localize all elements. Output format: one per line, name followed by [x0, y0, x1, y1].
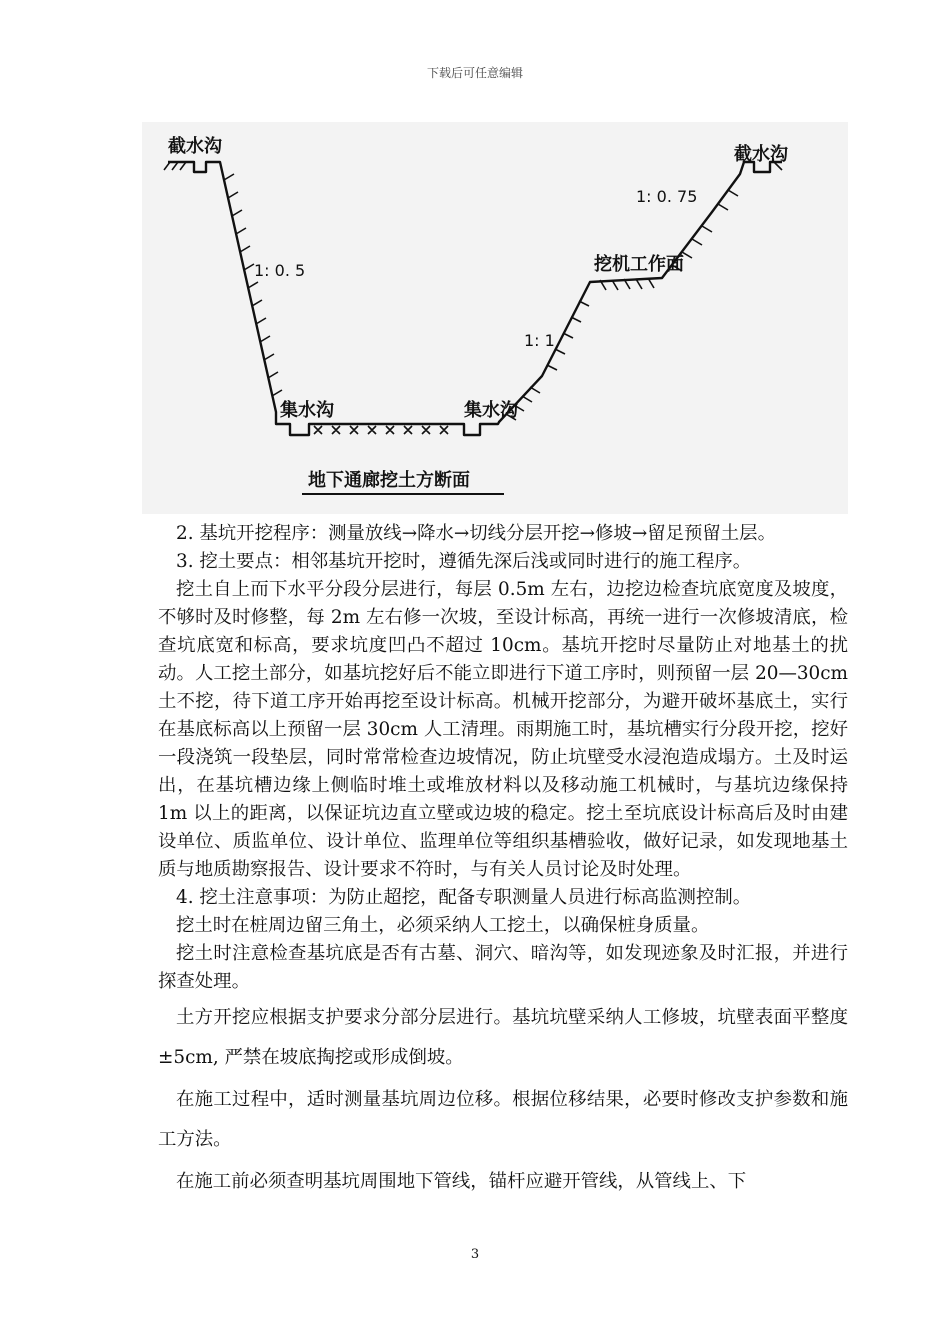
label-sump-right: 集水沟 — [464, 400, 518, 421]
paragraph-layered-excavation: 挖土自上而下水平分段分层进行，每层 0.5m 左右，边挖边检查坑底宽度及坡度，不够时及时修整，每 2m 左右修一次坡，至设计标高，再统一进行一次修坡清底，检查坑底宽和标高，要求坑度凹凸不超过 10cm。基坑开挖时尽量防止对地基土的扰动。人工挖土部分，如基坑挖好后不能立即进行下道工序时，则预留一层 20—30cm 土不挖，待下道工序开始再挖至设计标高。机械开挖部分，为避开破坏基底土，实行在基底标高以上预留一层 30cm 人工清理。雨期施工时，基坑槽实行分段开挖，挖好一段浇筑一段垫层，同时常常检查边坡情况，防止坑壁受水浸泡造成塌方。土及时运出，在基坑槽边缘上侧临时堆土或堆放材料以及移动施工机械时，与基坑边缘保持 1m 以上的距离，以保证坑边直立壁或边坡的稳定。挖土至坑底设计标高后及时由建设单位、质监单位、设计单位、监理单位等组织基槽验收，做好记录，如发现地基土质与地质勘察报告、设计要求不符时，与有关人员讨论及时处理。 — [158, 579, 848, 880]
paragraph-check-tombs: 挖土时注意检查基坑底是否有古墓、洞穴、暗沟等，如发现迹象及时汇报，并进行探查处理。 — [158, 943, 848, 992]
paragraph-excavation-key-points: 3. 挖土要点：相邻基坑开挖时，遵循先深后浅或同时进行的施工程序。 — [176, 551, 752, 572]
paragraph-pipelines: 在施工前必须查明基坑周围地下管线，锚杆应避开管线，从管线上、下 — [176, 1171, 747, 1192]
body-text — [158, 520, 848, 1202]
paragraph-layered-support: 土方开挖应根据支护要求分部分层进行。基坑坑壁采纳人工修坡，坑壁表面平整度±5cm, 严禁在坡底掏挖或形成倒坡。 — [158, 1007, 848, 1068]
paragraph-excavation-procedure: 2. 基坑开挖程序：测量放线→降水→切线分层开挖→修坡→留足预留土层。 — [176, 523, 776, 544]
paragraph-pile-triangle-soil: 挖土时在桩周边留三角土，必须采纳人工挖土，以确保桩身质量。 — [176, 915, 710, 936]
label-sump-left: 集水沟 — [280, 400, 334, 421]
page-header: 下载后可任意编辑 — [426, 66, 523, 80]
excavation-section-figure — [142, 122, 848, 514]
label-top-right-drain: 截水沟 — [734, 144, 788, 165]
page-number: 3 — [470, 1247, 480, 1262]
excavation-section-drawing — [142, 122, 848, 514]
paragraph-precautions: 4. 挖土注意事项：为防止超挖，配备专职测量人员进行标高监测控制。 — [176, 887, 752, 908]
label-machine-face: 挖机工作面 — [594, 254, 684, 275]
figure-background — [142, 122, 848, 514]
figure-caption: 地下通廊挖土方断面 — [308, 470, 470, 491]
label-slope-left: 1: 0. 5 — [254, 261, 306, 280]
label-slope-right-upper: 1: 0. 75 — [636, 187, 698, 206]
label-top-left-drain: 截水沟 — [168, 136, 222, 157]
label-slope-right-lower: 1: 1 — [524, 331, 555, 350]
paragraph-displacement-monitoring: 在施工过程中，适时测量基坑周边位移。根据位移结果，必要时修改支护参数和施工方法。 — [158, 1089, 848, 1150]
